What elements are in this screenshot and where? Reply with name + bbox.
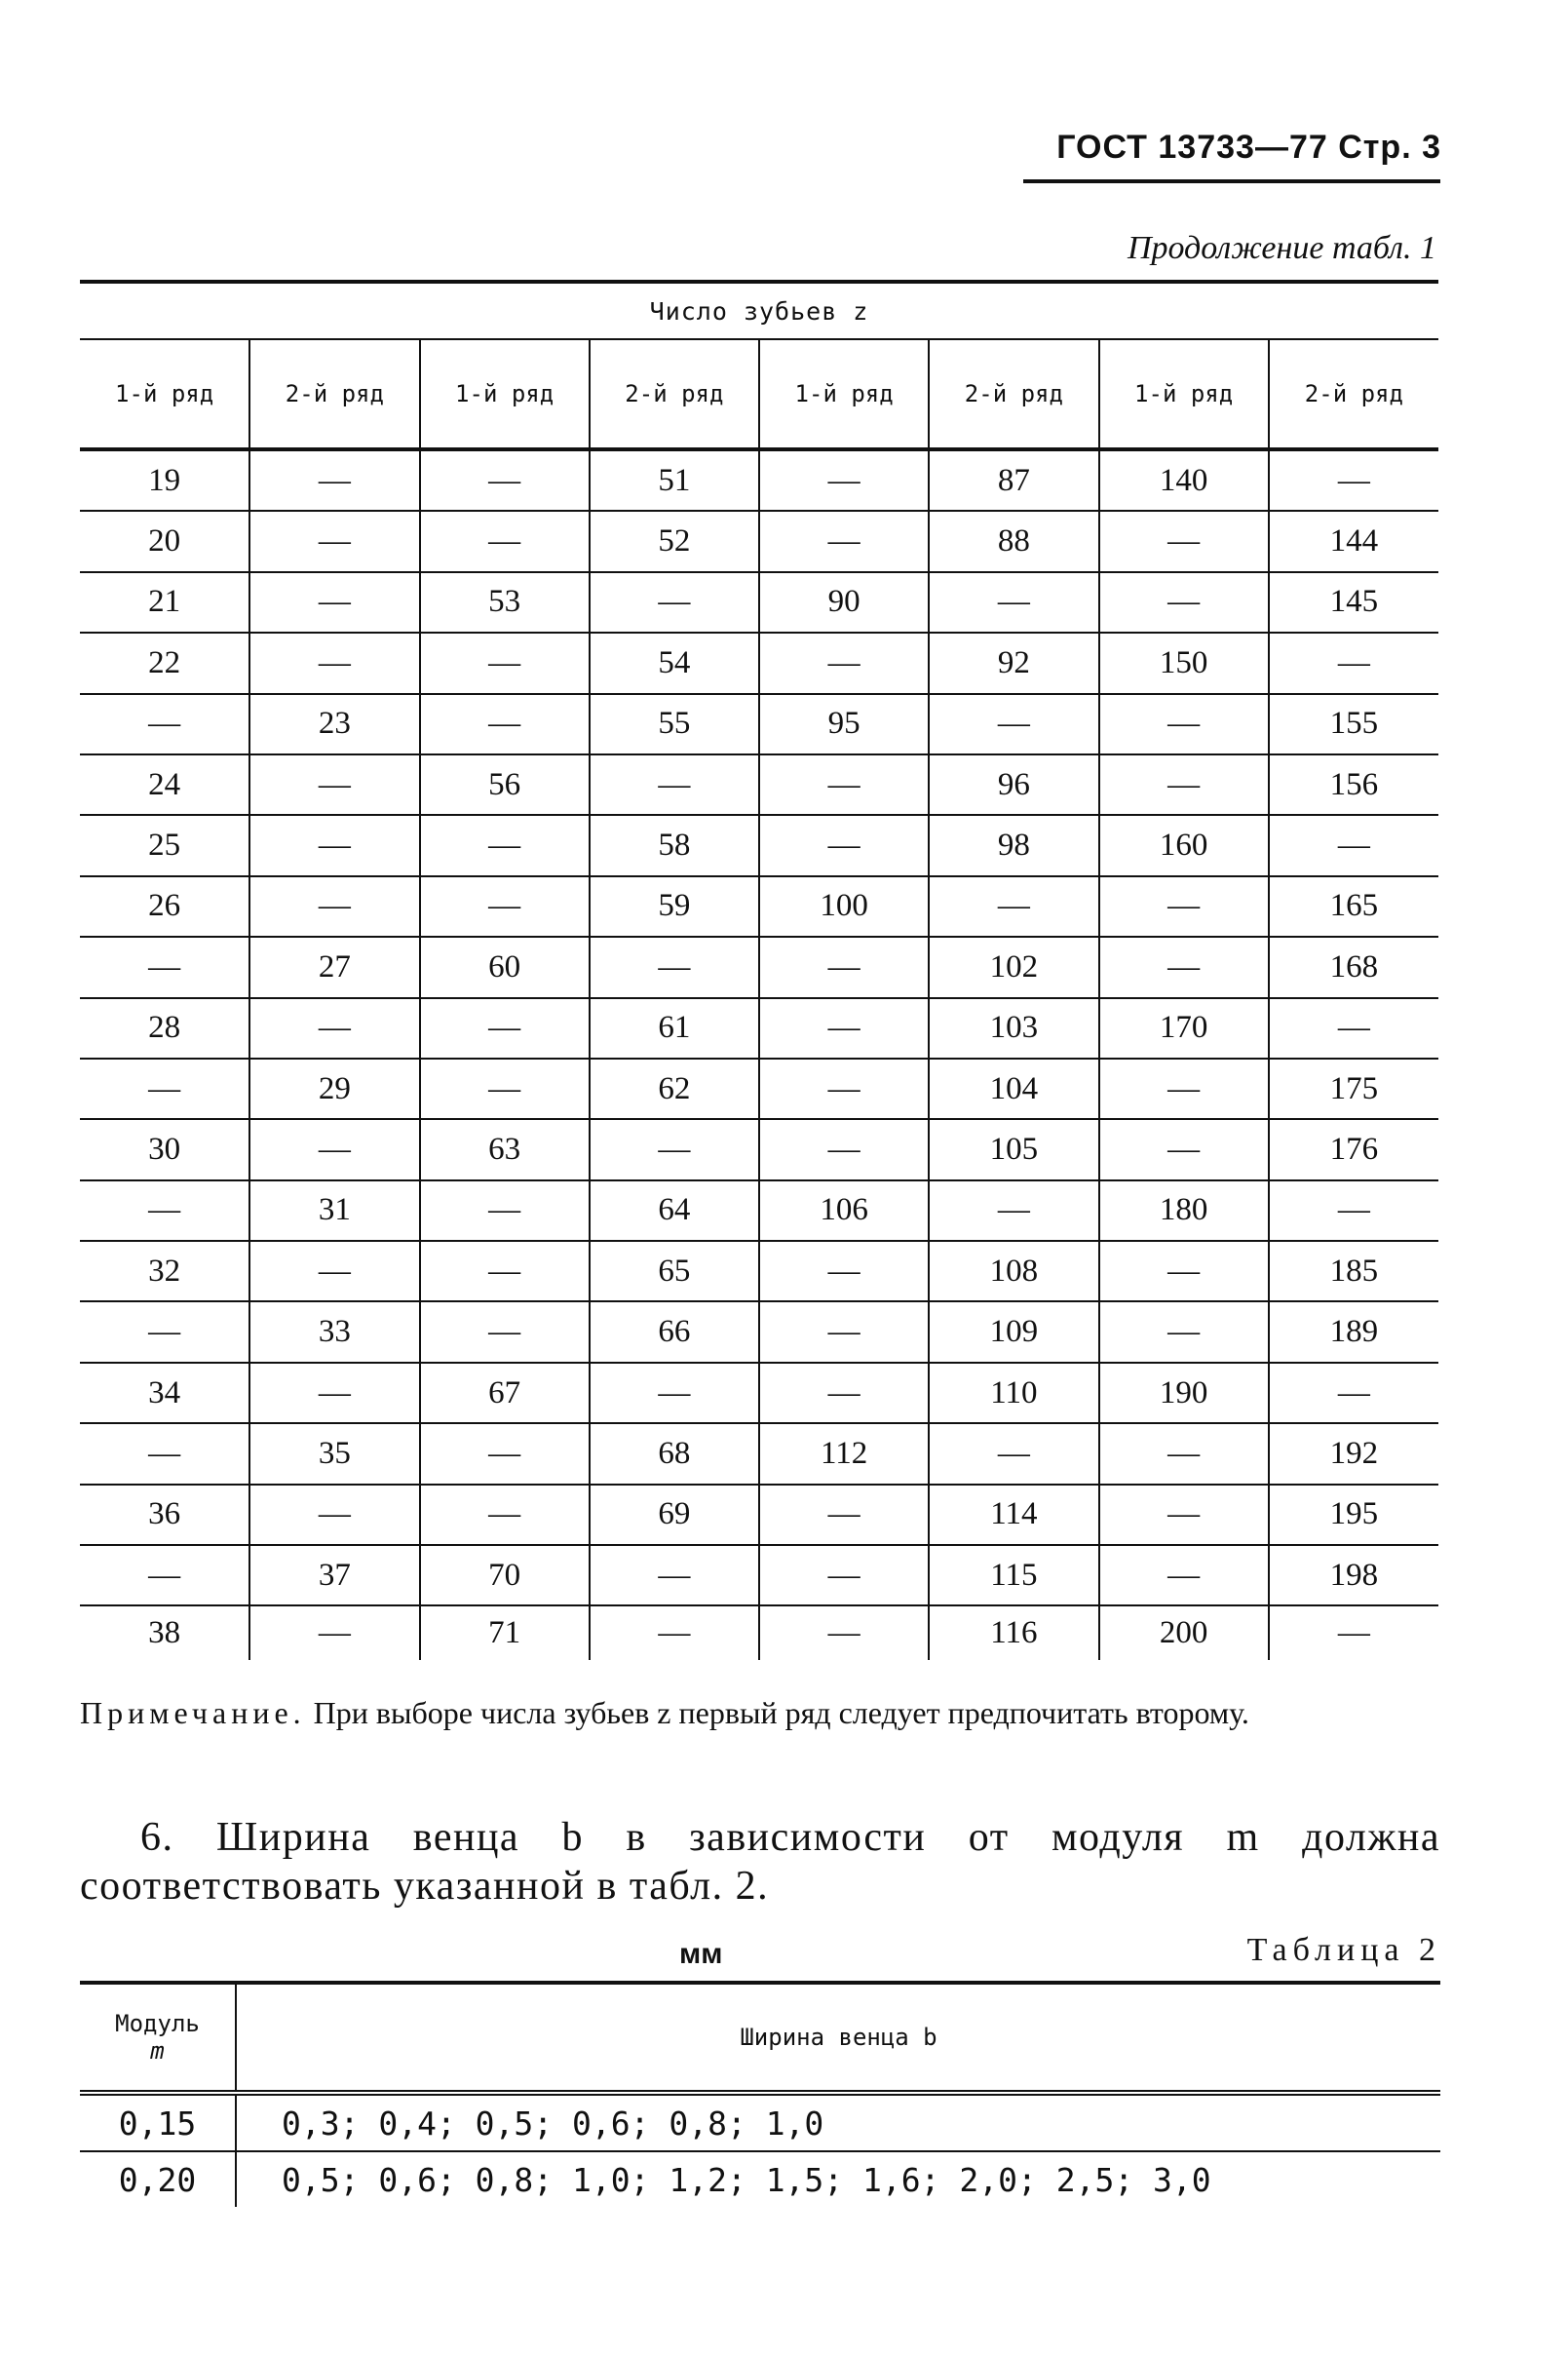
note-text: При выборе числа зубьев z первый ряд следует предпочитать второму. (313, 1695, 1249, 1730)
table-cell: — (759, 754, 929, 815)
table-cell: 36 (80, 1485, 249, 1545)
table-continuation-label: Продолжение табл. 1 (1127, 230, 1436, 266)
table-cell: 90 (759, 572, 929, 633)
table-cell: 26 (80, 876, 249, 937)
table-cell: — (759, 1363, 929, 1423)
table-cell: — (759, 633, 929, 693)
rim-width-cell: 0,5; 0,6; 0,8; 1,0; 1,2; 1,5; 1,6; 2,0; 2,5; 3,0 (236, 2151, 1440, 2207)
table-cell: — (1099, 1485, 1269, 1545)
table-cell: 34 (80, 1363, 249, 1423)
table-cell: 104 (929, 1059, 1098, 1119)
column-header: 1-й ряд (759, 339, 929, 449)
table-cell: 155 (1269, 694, 1438, 754)
table-row (80, 2093, 1440, 2151)
column-header: 1-й ряд (1099, 339, 1269, 449)
table-cell: 145 (1269, 572, 1438, 633)
table-cell: — (1269, 815, 1438, 875)
table-row (80, 1301, 1438, 1362)
table-cell: — (759, 937, 929, 997)
table-cell: 185 (1269, 1241, 1438, 1301)
header-rule (1023, 179, 1440, 183)
units-label: мм (679, 1938, 723, 1970)
table-cell: 92 (929, 633, 1098, 693)
table-cell: — (929, 694, 1098, 754)
table-cell: 96 (929, 754, 1098, 815)
table-cell: 176 (1269, 1119, 1438, 1179)
table-cell: — (420, 449, 590, 511)
table-cell: 68 (590, 1423, 759, 1484)
table-row (80, 1363, 1438, 1423)
paragraph-number: 6. (140, 1815, 174, 1860)
table-row (80, 1605, 1438, 1660)
table-cell: — (929, 1180, 1098, 1241)
table-row (80, 633, 1438, 693)
table-cell: 20 (80, 511, 249, 571)
table-cell: 63 (420, 1119, 590, 1179)
table-cell: 69 (590, 1485, 759, 1545)
table-row (80, 1545, 1438, 1605)
table2-label: Таблица 2 (1246, 1932, 1441, 1968)
table-cell: — (1099, 1545, 1269, 1605)
paragraph-6 (80, 1813, 1440, 1911)
table-cell: — (759, 1241, 929, 1301)
table-cell: 28 (80, 998, 249, 1059)
table-cell: — (1099, 876, 1269, 937)
table-cell: — (420, 1059, 590, 1119)
table-cell: — (420, 694, 590, 754)
table-cell: — (759, 998, 929, 1059)
table-cell: — (1269, 449, 1438, 511)
table-row (80, 449, 1438, 511)
table-cell: — (420, 815, 590, 875)
table-cell: 108 (929, 1241, 1098, 1301)
table-cell: — (249, 1485, 419, 1545)
table-cell: 35 (249, 1423, 419, 1484)
table-cell: — (420, 876, 590, 937)
table-cell: 61 (590, 998, 759, 1059)
table-cell: 19 (80, 449, 249, 511)
column-header: 2-й ряд (590, 339, 759, 449)
table-cell: — (759, 511, 929, 571)
table-cell: — (1099, 1423, 1269, 1484)
table-cell: — (420, 998, 590, 1059)
table-cell: — (590, 1605, 759, 1660)
table-cell: — (759, 815, 929, 875)
rim-width-cell: 0,3; 0,4; 0,5; 0,6; 0,8; 1,0 (236, 2093, 1440, 2151)
table-cell: 192 (1269, 1423, 1438, 1484)
table-cell: — (420, 1301, 590, 1362)
table-cell: — (80, 1545, 249, 1605)
table-row (80, 1059, 1438, 1119)
table-cell: 32 (80, 1241, 249, 1301)
table-cell: — (249, 511, 419, 571)
table-cell: 87 (929, 449, 1098, 511)
table-cell: 65 (590, 1241, 759, 1301)
table-cell: — (759, 449, 929, 511)
table-row (80, 1180, 1438, 1241)
table-cell: — (249, 572, 419, 633)
table-cell: — (759, 1059, 929, 1119)
column-header: 1-й ряд (420, 339, 590, 449)
table-cell: 59 (590, 876, 759, 937)
table-cell: 156 (1269, 754, 1438, 815)
table-cell: — (1099, 694, 1269, 754)
table-cell: — (590, 1119, 759, 1179)
table-cell: 105 (929, 1119, 1098, 1179)
table-cell: — (1269, 1180, 1438, 1241)
column-header: 2-й ряд (929, 339, 1098, 449)
table-row (80, 1485, 1438, 1545)
column-header: 2-й ряд (1269, 339, 1438, 449)
table-cell: 106 (759, 1180, 929, 1241)
table-cell: — (249, 815, 419, 875)
table-row (80, 876, 1438, 937)
table-cell: 21 (80, 572, 249, 633)
table-cell: 198 (1269, 1545, 1438, 1605)
table-cell: 180 (1099, 1180, 1269, 1241)
table-cell: — (759, 1485, 929, 1545)
table-cell: 114 (929, 1485, 1098, 1545)
table-cell: — (1269, 633, 1438, 693)
table-row (80, 2151, 1440, 2207)
table-cell: 56 (420, 754, 590, 815)
paragraph-text: Ширина венца b в зависимости от модуля m должна соответствовать указанной в табл. 2. (80, 1815, 1440, 1909)
table-cell: — (420, 1180, 590, 1241)
module-column-header (80, 1983, 236, 2093)
module-header-word: Модуль (115, 2010, 200, 2037)
table-cell: 55 (590, 694, 759, 754)
table-cell: 88 (929, 511, 1098, 571)
table-cell: 116 (929, 1605, 1098, 1660)
table-cell: 95 (759, 694, 929, 754)
table-cell: — (590, 937, 759, 997)
rim-width-table (80, 1981, 1440, 2207)
table-cell: 109 (929, 1301, 1098, 1362)
table-cell: — (80, 1301, 249, 1362)
table-cell: 33 (249, 1301, 419, 1362)
table-cell: — (249, 754, 419, 815)
table-cell: 71 (420, 1605, 590, 1660)
column-header: 1-й ряд (80, 339, 249, 449)
table-cell: 110 (929, 1363, 1098, 1423)
table-cell: — (1099, 1059, 1269, 1119)
table-cell: — (420, 1423, 590, 1484)
table-cell: — (249, 998, 419, 1059)
table-cell: 51 (590, 449, 759, 511)
page-header (1056, 129, 1441, 167)
table-cell: — (759, 1301, 929, 1362)
table-cell: 150 (1099, 633, 1269, 693)
table-cell: — (80, 1423, 249, 1484)
table-cell: 115 (929, 1545, 1098, 1605)
table-cell: — (80, 937, 249, 997)
table-cell: — (1269, 1363, 1438, 1423)
teeth-count-table (80, 280, 1438, 1660)
table-cell: — (249, 449, 419, 511)
table-cell: 58 (590, 815, 759, 875)
table-cell: 23 (249, 694, 419, 754)
table-cell: 165 (1269, 876, 1438, 937)
table-cell: — (1099, 1301, 1269, 1362)
module-header-symbol: m (150, 2037, 165, 2065)
table-cell: 189 (1269, 1301, 1438, 1362)
table-row (80, 572, 1438, 633)
table-cell: — (929, 1423, 1098, 1484)
table-cell: — (420, 633, 590, 693)
table-cell: 112 (759, 1423, 929, 1484)
table-cell: 168 (1269, 937, 1438, 997)
table-cell: 140 (1099, 449, 1269, 511)
table-cell: 70 (420, 1545, 590, 1605)
table-cell: 64 (590, 1180, 759, 1241)
table-cell: — (249, 1363, 419, 1423)
column-header: 2-й ряд (249, 339, 419, 449)
table-cell: — (759, 1545, 929, 1605)
page-number: Стр. 3 (1338, 129, 1441, 166)
table-row (80, 1119, 1438, 1179)
table-cell: — (590, 572, 759, 633)
table-cell: 195 (1269, 1485, 1438, 1545)
module-cell: 0,15 (80, 2093, 236, 2151)
table-cell: 160 (1099, 815, 1269, 875)
table-row (80, 1241, 1438, 1301)
table-cell: 52 (590, 511, 759, 571)
table-cell: 103 (929, 998, 1098, 1059)
table-cell: — (249, 876, 419, 937)
table-row (80, 511, 1438, 571)
table-cell: — (1099, 511, 1269, 571)
table-cell: — (1099, 1119, 1269, 1179)
table-note (80, 1691, 1440, 1734)
table-cell: 38 (148, 1615, 181, 1651)
table-cell: 25 (80, 815, 249, 875)
table-cell: 144 (1269, 511, 1438, 571)
table-row (80, 754, 1438, 815)
table-cell: — (420, 1241, 590, 1301)
table-cell: — (929, 572, 1098, 633)
note-label: Примечание. (80, 1695, 306, 1730)
table-cell: — (1099, 754, 1269, 815)
table-title: Число зубьев z (80, 282, 1438, 339)
table-cell: — (420, 511, 590, 571)
table-cell: 53 (420, 572, 590, 633)
table-cell: — (249, 1119, 419, 1179)
table-cell: 175 (1269, 1059, 1438, 1119)
table-row (80, 998, 1438, 1059)
table-cell: 170 (1099, 998, 1269, 1059)
table-cell: 24 (80, 754, 249, 815)
standard-number: ГОСТ 13733—77 (1056, 129, 1328, 166)
table-cell: — (80, 694, 249, 754)
table-row (80, 1423, 1438, 1484)
table-cell: — (249, 1241, 419, 1301)
table-row (80, 694, 1438, 754)
table-cell: 190 (1099, 1363, 1269, 1423)
module-cell: 0,20 (118, 2160, 197, 2199)
table-cell: 62 (590, 1059, 759, 1119)
table-cell: 67 (420, 1363, 590, 1423)
table-cell: 31 (249, 1180, 419, 1241)
table-cell: 102 (929, 937, 1098, 997)
table-cell: 98 (929, 815, 1098, 875)
table-cell: — (1269, 1605, 1438, 1660)
table-cell: 27 (249, 937, 419, 997)
table-cell: 60 (420, 937, 590, 997)
table-cell: 37 (249, 1545, 419, 1605)
table-row (80, 815, 1438, 875)
table-cell: — (590, 754, 759, 815)
table-cell: — (420, 1485, 590, 1545)
table-cell: — (590, 1363, 759, 1423)
table-cell: — (1099, 572, 1269, 633)
table-cell: 100 (759, 876, 929, 937)
table-cell: — (1269, 998, 1438, 1059)
table-cell: — (80, 1180, 249, 1241)
table-cell: 54 (590, 633, 759, 693)
table-cell: — (759, 1605, 929, 1660)
table-cell: — (1099, 937, 1269, 997)
table-cell: — (590, 1545, 759, 1605)
table-cell: — (1099, 1241, 1269, 1301)
table-cell: 30 (80, 1119, 249, 1179)
table-row (80, 937, 1438, 997)
table-cell: 22 (80, 633, 249, 693)
table-cell: — (929, 876, 1098, 937)
table-cell: — (249, 633, 419, 693)
table-cell: — (80, 1059, 249, 1119)
table-cell: 66 (590, 1301, 759, 1362)
table-cell: 29 (249, 1059, 419, 1119)
table-cell: — (249, 1605, 419, 1660)
table-cell: — (759, 1119, 929, 1179)
rim-width-column-header: Ширина венца b (236, 1983, 1440, 2093)
table-cell: 200 (1099, 1605, 1269, 1660)
